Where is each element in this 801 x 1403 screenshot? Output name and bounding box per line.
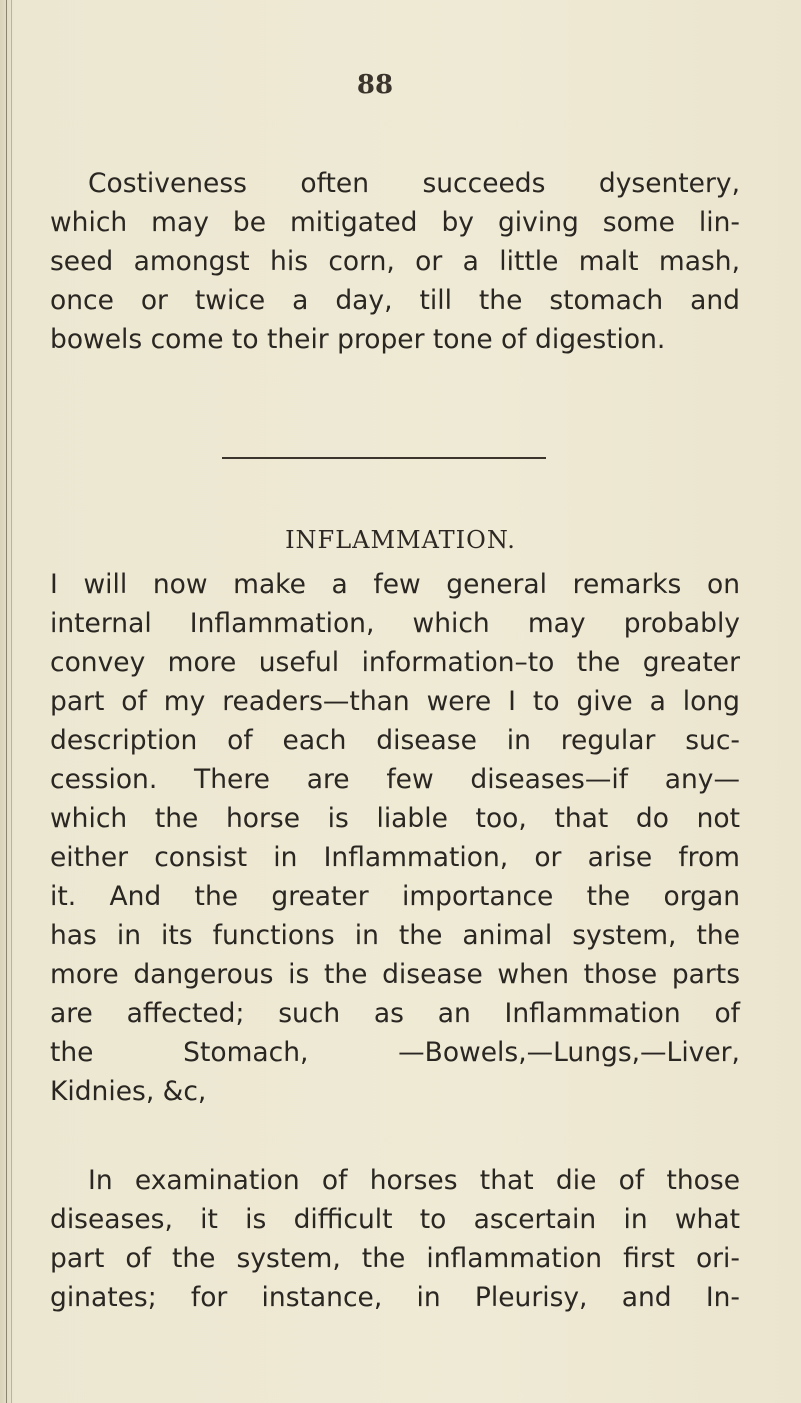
text-line: diseases, it is difficult to ascertain in what: [50, 1204, 740, 1235]
text-line: it. And the greater importance the organ: [50, 881, 740, 912]
text-line: bowels come to their proper tone of digestion.: [50, 324, 666, 355]
text-line: either consist in Inflammation, or arise from: [50, 842, 740, 873]
text-line: the Stomach, —Bowels,—Lungs,—Liver,: [50, 1037, 740, 1068]
text-line: internal Inflammation, which may probably: [50, 608, 740, 639]
text-line: part of my readers—than were I to give a long: [50, 686, 740, 717]
text-line: are affected; such as an Inflammation of: [50, 998, 740, 1029]
text-line: has in its functions in the animal system, the: [50, 920, 740, 951]
text-line: Kidnies, &c,: [50, 1076, 207, 1107]
page-number: 88: [356, 70, 394, 100]
text-line: description of each disease in regular suc-: [50, 725, 740, 756]
text-line: ginates; for instance, in Pleurisy, and In-: [50, 1282, 740, 1313]
paragraph-inflammation: [50, 565, 740, 1111]
text-line: which the horse is liable too, that do not: [50, 803, 740, 834]
text-line: more dangerous is the disease when those parts: [50, 959, 740, 990]
text-line: which may be mitigated by giving some lin-: [50, 207, 740, 238]
page-edge-line: [6, 0, 7, 1403]
section-heading: INFLAMMATION.: [285, 526, 516, 554]
text-line: seed amongst his corn, or a little malt mash,: [50, 246, 740, 277]
paragraph-examination: [50, 1161, 740, 1317]
section-divider: [222, 457, 546, 459]
text-line: once or twice a day, till the stomach and: [50, 285, 740, 316]
text-line: In examination of horses that die of those: [88, 1165, 740, 1196]
text-line: I will now make a few general remarks on: [50, 569, 740, 600]
text-line: cession. There are few diseases—if any—: [50, 764, 740, 795]
text-line: Costiveness often succeeds dysentery,: [88, 168, 740, 199]
page-edge-line: [11, 0, 12, 1403]
text-line: convey more useful information–to the greater: [50, 647, 740, 678]
text-line: part of the system, the inflammation first ori-: [50, 1243, 740, 1274]
paragraph-costiveness: [50, 164, 740, 359]
